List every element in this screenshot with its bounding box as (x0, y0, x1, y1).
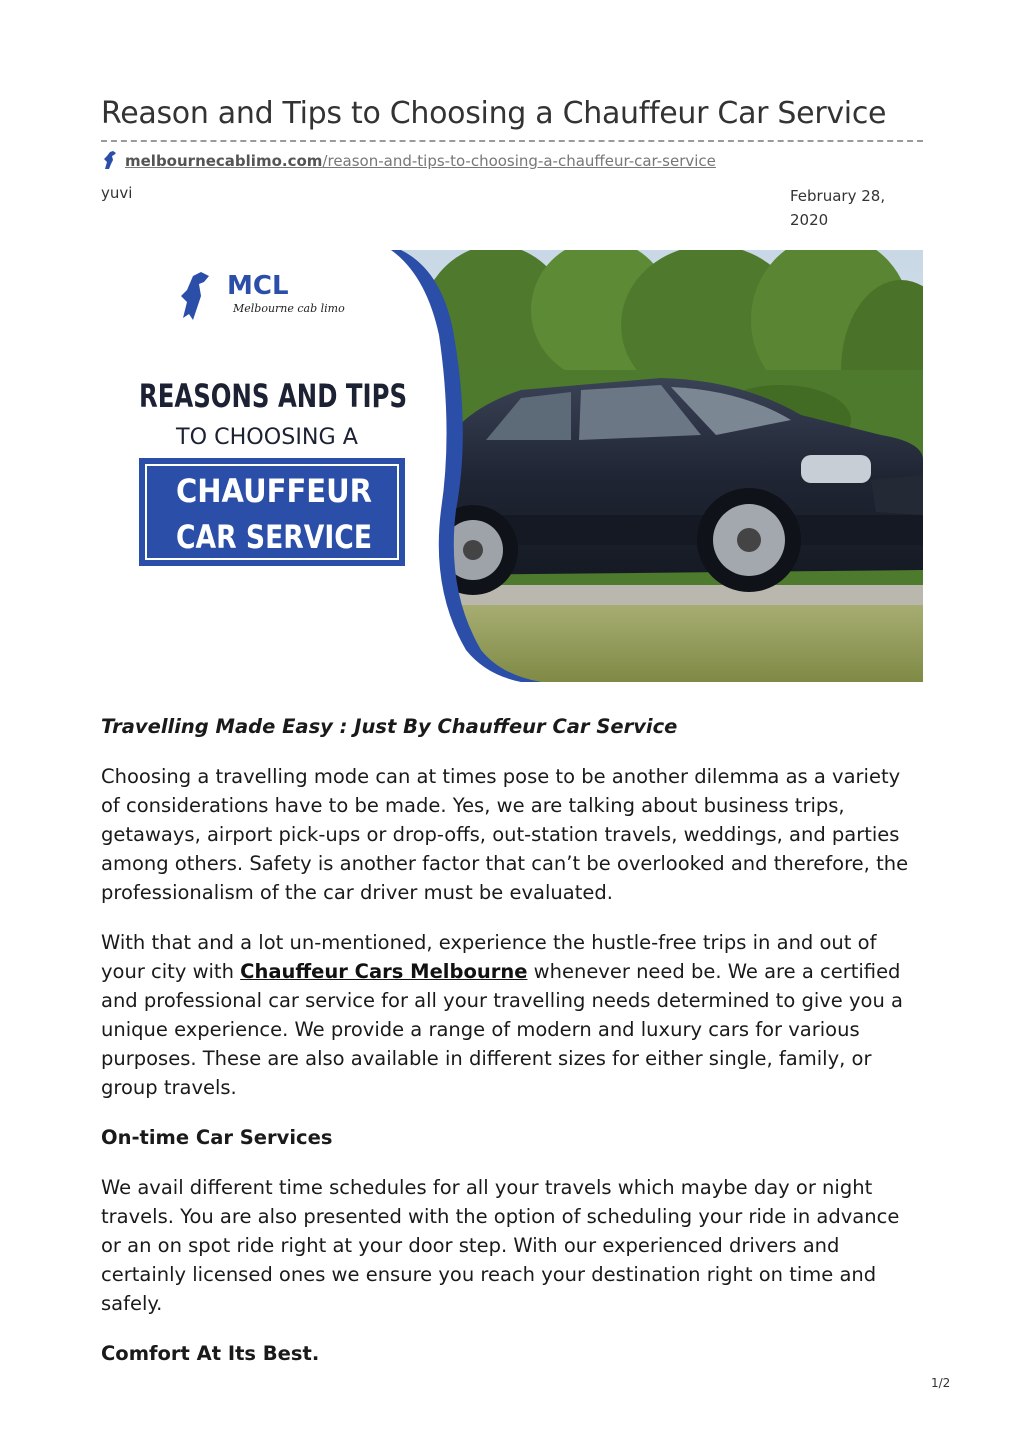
logo-subtext: Melbourne cab limo (233, 302, 345, 315)
paragraph-1: Choosing a travelling mode can at times pose to be another dilemma as a variety of considerations have to be made. Yes, we are talking about business trips, getaways, airport pick-ups or drop-offs, out-station travels, weddings, and parties among others. Safety is another factor that can’t be overlooked and therefore, the professionalism of the car driver must be evaluated. (101, 765, 909, 904)
article-body (101, 712, 923, 1389)
title-divider (101, 140, 923, 142)
hero-box-line2: CAR SERVICE (176, 518, 372, 556)
hero-image (101, 250, 923, 682)
author-name: yuvi (101, 184, 133, 202)
heading-on-time: On-time Car Services (101, 1126, 333, 1149)
horse-logo-icon (101, 150, 119, 170)
paragraph-2: With that and a lot un-mentioned, experience the hustle-free trips in and out of your city with Chauffeur Cars Melbourne whenever need be. We are a certified and professional car service for all your travelling needs determined to give you a unique experience. We provide a range of modern and luxury cars for various purposes. These are also available in different sizes for either single, family, or group travels. (101, 931, 903, 1099)
chauffeur-cars-link[interactable]: Chauffeur Cars Melbourne (240, 960, 528, 983)
article-subtitle: Travelling Made Easy : Just By Chauffeur Car Service (101, 715, 678, 738)
hero-box-line1: CHAUFFEUR (176, 472, 372, 510)
article-title: Reason and Tips to Choosing a Chauffeur Car Service (101, 96, 887, 131)
paragraph-3: We avail different time schedules for all your travels which maybe day or night travels. You are also presented with the option of scheduling your ride in advance or an on spot ride right at your door step. With our experienced drivers and certainly licensed ones we ensure you reach your destination right on time and safely. (101, 1176, 900, 1315)
logo-text: MCL (227, 271, 289, 301)
hero-subheadline: TO CHOOSING A (174, 425, 358, 450)
heading-comfort: Comfort At Its Best. (101, 1342, 320, 1365)
source-line (101, 150, 716, 170)
page-number: 1/2 (931, 1376, 951, 1390)
publish-date: February 28, 2020 (790, 187, 886, 229)
source-link[interactable]: melbournecablimo.com/reason-and-tips-to-choosing-a-chauffeur-car-service (125, 152, 716, 170)
hero-headline: REASONS AND TIPS (139, 377, 407, 415)
